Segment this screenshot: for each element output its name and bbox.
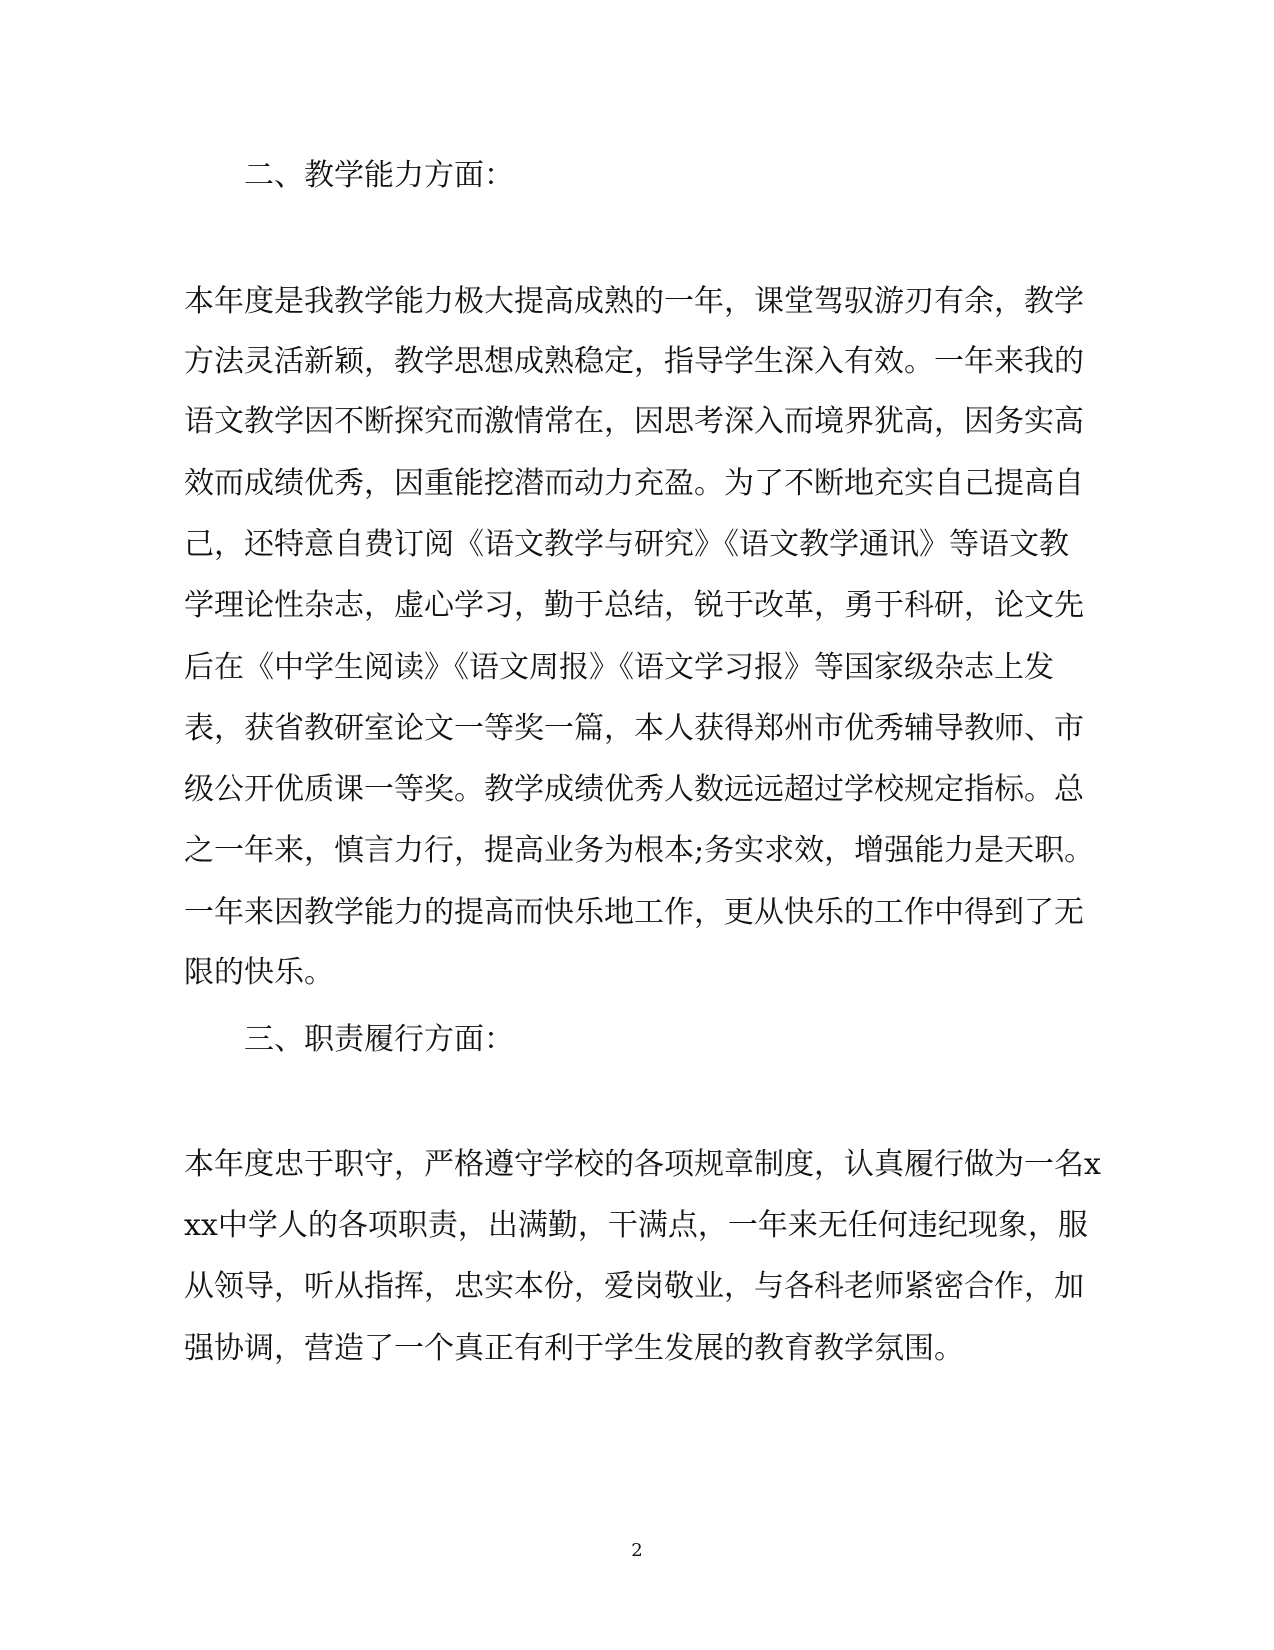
paragraph-line: 本年度忠于职守，严格遵守学校的各项规章制度，认真履行做为一名x	[184, 1147, 1101, 1182]
paragraph-line: 己，还特意自费订阅《语文教学与研究》《语文教学通讯》等语文教	[184, 527, 1069, 562]
section-heading-duty-performance: 三、职责履行方面：	[244, 1022, 514, 1057]
paragraph-line: 本年度是我教学能力极大提高成熟的一年，课堂驾驭游刃有余，教学	[184, 284, 1084, 319]
paragraph-line: 后在《中学生阅读》《语文周报》《语文学习报》等国家级杂志上发	[184, 650, 1054, 685]
paragraph-line: 表，获省教研室论文一等奖一篇，本人获得郑州市优秀辅导教师、市	[184, 711, 1084, 746]
paragraph-line: 级公开优质课一等奖。教学成绩优秀人数远远超过学校规定指标。总	[184, 772, 1084, 807]
paragraph-line: 限的快乐。	[184, 955, 334, 990]
paragraph-line: 从领导，听从指挥，忠实本份，爱岗敬业，与各科老师紧密合作，加	[184, 1269, 1084, 1304]
paragraph-line: 之一年来，慎言力行，提高业务为根本;务实求效，增强能力是天职。	[184, 833, 1095, 868]
paragraph-line: 学理论性杂志，虚心学习，勤于总结，锐于改革，勇于科研，论文先	[184, 588, 1084, 623]
paragraph-line: 强协调，营造了一个真正有利于学生发展的教育教学氛围。	[184, 1331, 964, 1366]
paragraph-line: xx中学人的各项职责，出满勤，干满点，一年来无任何违纪现象，服	[184, 1208, 1088, 1243]
page-number: 2	[631, 1540, 643, 1561]
paragraph-line: 语文教学因不断探究而激情常在，因思考深入而境界犹高，因务实高	[184, 404, 1084, 439]
paragraph-line: 方法灵活新颖，教学思想成熟稳定，指导学生深入有效。一年来我的	[184, 344, 1084, 379]
paragraph-line: 一年来因教学能力的提高而快乐地工作，更从快乐的工作中得到了无	[184, 895, 1084, 930]
paragraph-line: 效而成绩优秀，因重能挖潜而动力充盈。为了不断地充实自己提高自	[184, 466, 1084, 501]
section-heading-teaching-ability: 二、教学能力方面：	[244, 158, 514, 193]
